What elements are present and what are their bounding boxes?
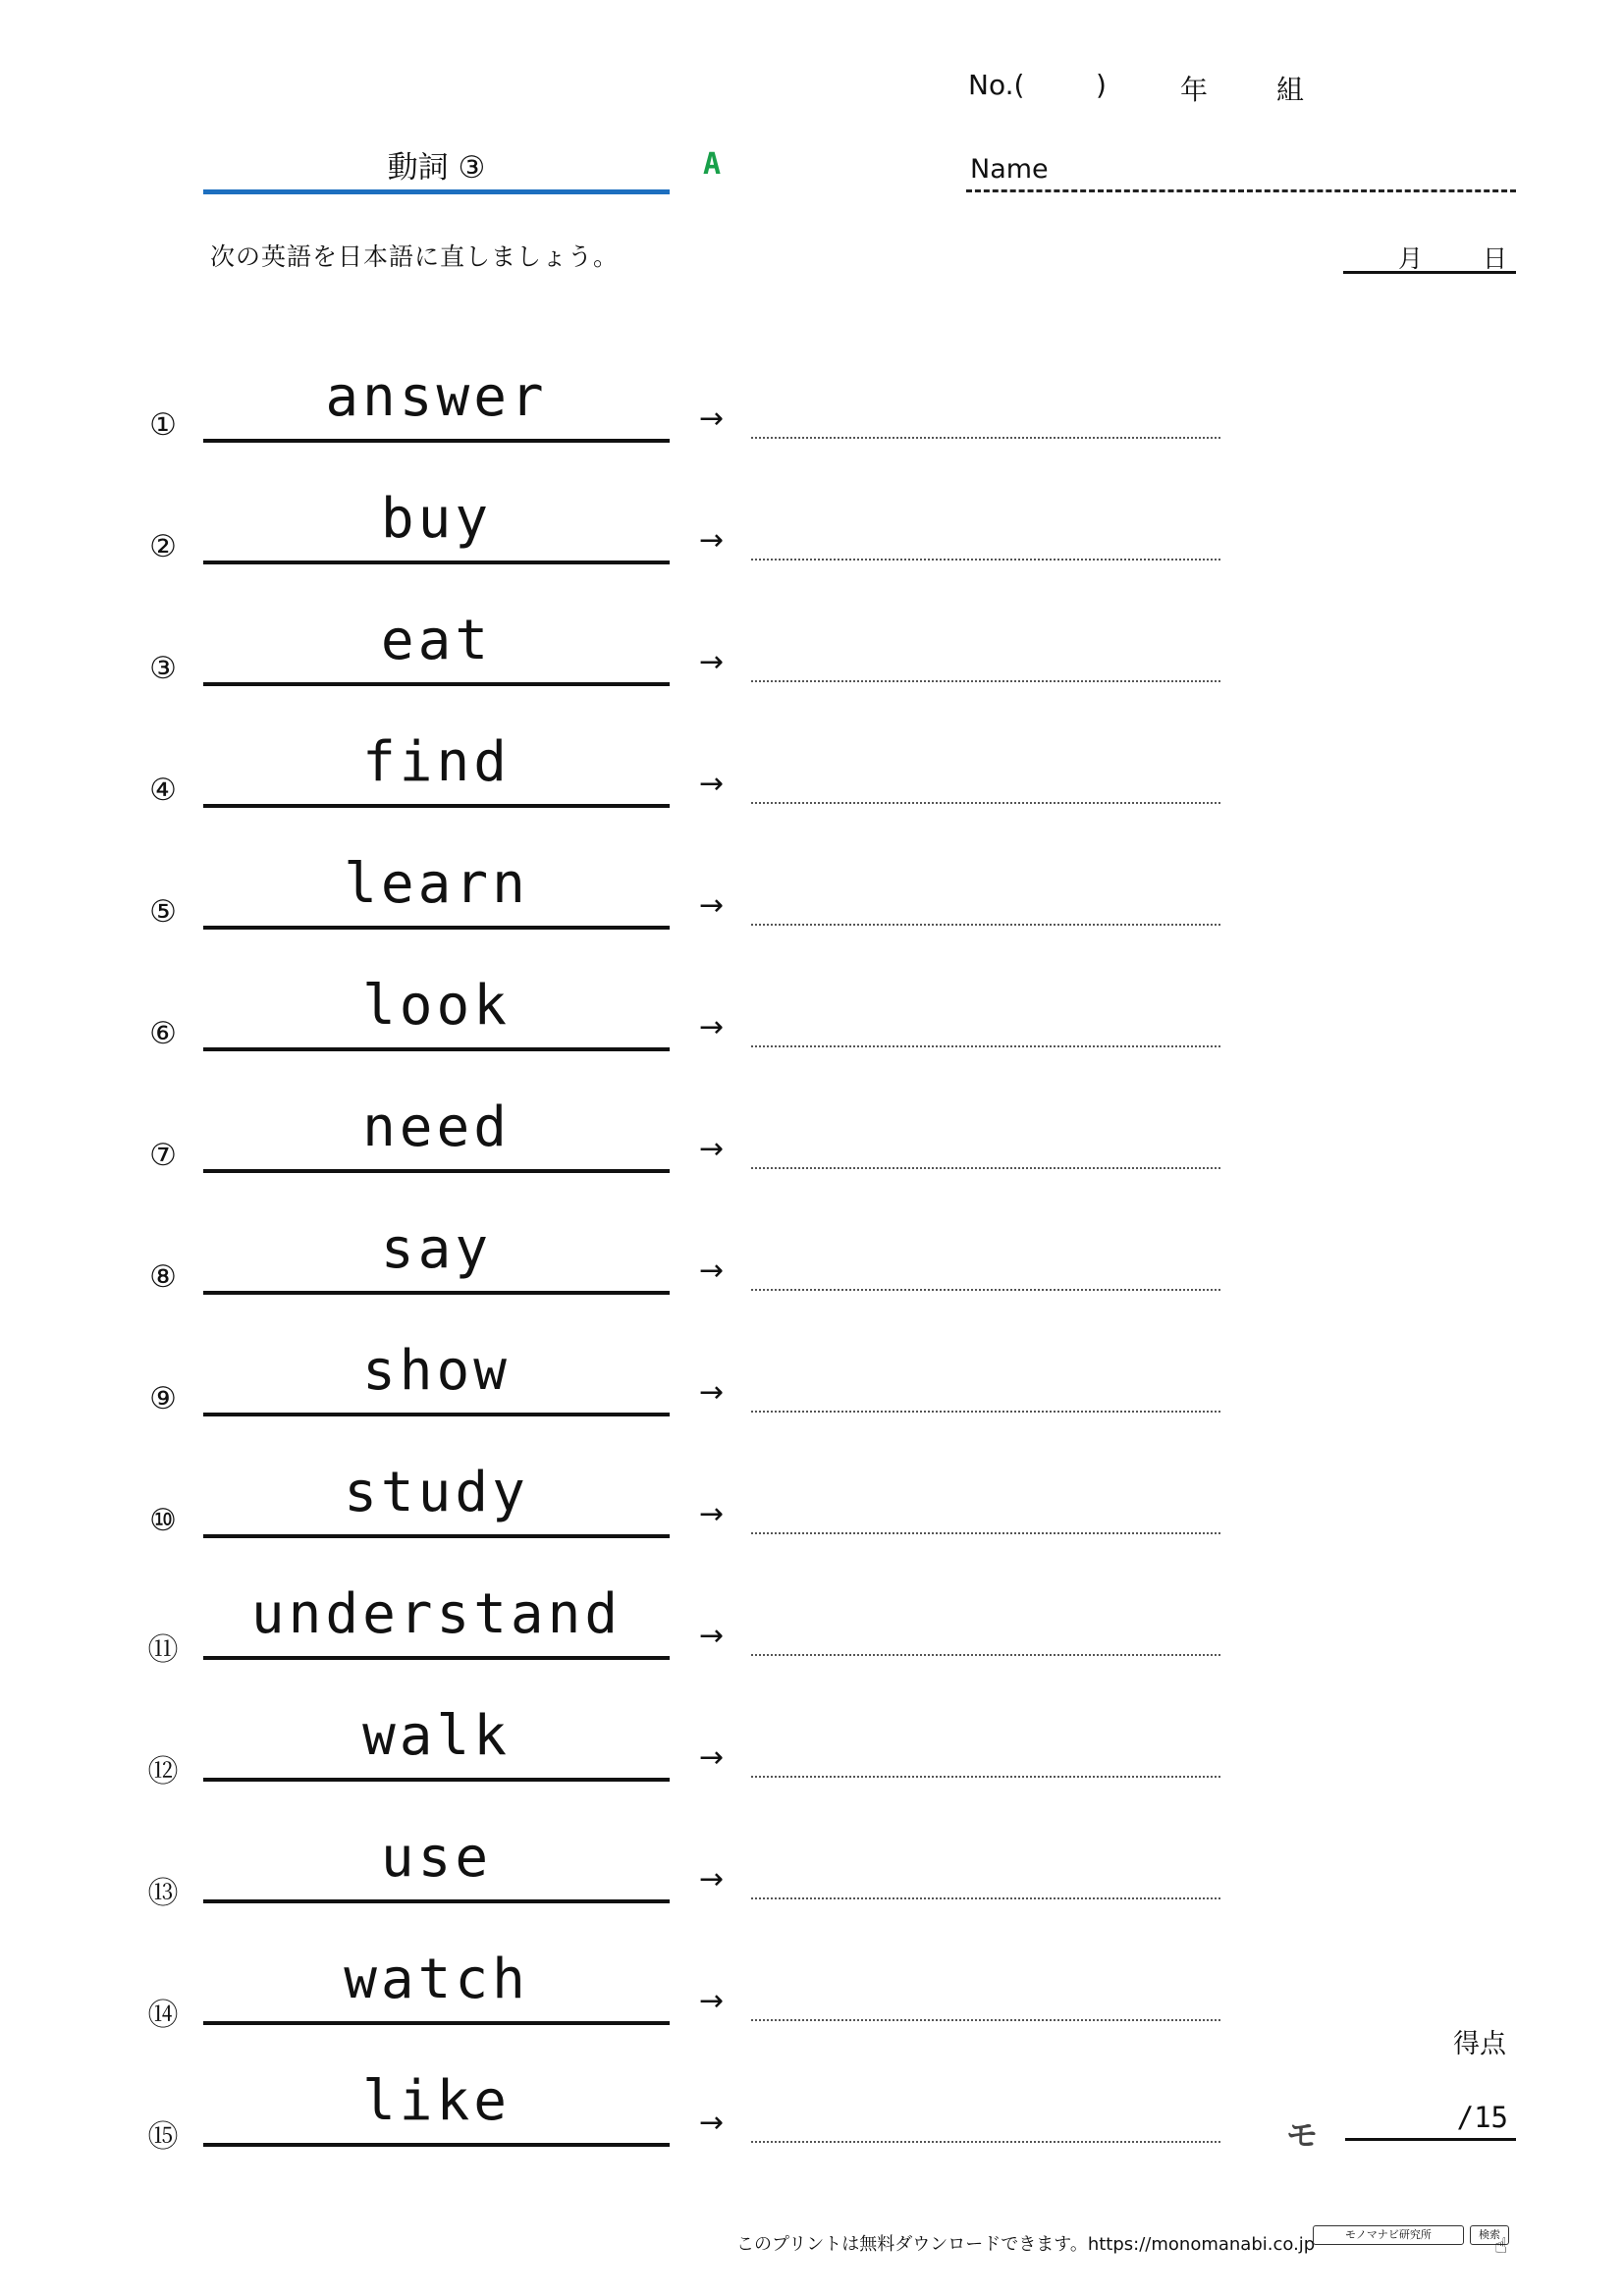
class-label: 組	[1276, 74, 1305, 106]
number-close: )	[1096, 69, 1107, 101]
student-number-line	[968, 69, 1322, 108]
answer-field[interactable]	[751, 2141, 1220, 2143]
arrow-icon: →	[699, 1619, 725, 1653]
month-label: 月	[1398, 244, 1424, 273]
arrow-icon: →	[699, 888, 725, 923]
question-number: ②	[149, 529, 177, 564]
question-number: ④	[149, 773, 177, 808]
arrow-icon: →	[699, 1010, 725, 1044]
question-row	[0, 480, 1624, 578]
monomanabi-logo-icon: モ	[1286, 2116, 1319, 2154]
english-word: eat	[380, 609, 493, 672]
search-button[interactable]: 検索	[1470, 2225, 1509, 2245]
date-field[interactable]	[1343, 236, 1516, 274]
word-underline	[203, 561, 670, 564]
title-underline	[203, 189, 670, 194]
instruction-text: 次の英語を日本語に直しましょう。	[210, 242, 620, 271]
answer-field[interactable]	[751, 1045, 1220, 1047]
question-number: ⑤	[149, 894, 177, 930]
level-badge: A	[703, 147, 722, 182]
question-row	[0, 1332, 1624, 1430]
english-word: like	[362, 2069, 511, 2133]
answer-field[interactable]	[751, 924, 1220, 926]
score-total: /15	[1456, 2101, 1508, 2134]
word-underline	[203, 1899, 670, 1903]
answer-field[interactable]	[751, 559, 1220, 561]
answer-field[interactable]	[751, 2019, 1220, 2021]
question-number: ①	[149, 407, 177, 443]
word-underline	[203, 682, 670, 686]
arrow-icon: →	[699, 1132, 725, 1166]
answer-field[interactable]	[751, 802, 1220, 804]
question-row	[0, 358, 1624, 456]
question-row	[0, 1210, 1624, 1308]
brand-search-box[interactable]: モノマナビ研究所	[1313, 2225, 1464, 2245]
english-word: use	[380, 1826, 493, 1890]
score-label: 得点	[1453, 2029, 1506, 2059]
english-word: learn	[344, 852, 529, 916]
number-label: No.(	[968, 69, 1025, 101]
answer-field[interactable]	[751, 1897, 1220, 1899]
answer-field[interactable]	[751, 680, 1220, 682]
answer-field[interactable]	[751, 1167, 1220, 1169]
question-row	[0, 1454, 1624, 1552]
name-field[interactable]	[966, 189, 1516, 192]
question-row	[0, 1697, 1624, 1795]
question-number: ⑥	[149, 1016, 177, 1051]
name-label: Name	[970, 154, 1049, 185]
english-word: watch	[344, 1948, 529, 2011]
english-word: study	[344, 1461, 529, 1524]
word-underline	[203, 804, 670, 808]
english-word: say	[380, 1217, 493, 1281]
word-underline	[203, 2021, 670, 2025]
arrow-icon: →	[699, 1862, 725, 1896]
word-underline	[203, 1047, 670, 1051]
arrow-icon: →	[699, 1375, 725, 1410]
score-field[interactable]	[1345, 2101, 1516, 2141]
footer-text: このプリントは無料ダウンロードできます。https://monomanabi.co.jp	[736, 2234, 1316, 2255]
question-row	[0, 845, 1624, 943]
english-word: find	[362, 730, 511, 794]
question-number: ⑪	[147, 1632, 179, 1668]
arrow-icon: →	[699, 1984, 725, 2018]
arrow-icon: →	[699, 523, 725, 558]
english-word: show	[362, 1339, 511, 1403]
day-label: 日	[1483, 244, 1508, 273]
question-number: ⑫	[147, 1754, 179, 1789]
question-number: ⑦	[149, 1138, 177, 1173]
word-underline	[203, 1169, 670, 1173]
arrow-icon: →	[699, 2106, 725, 2140]
question-row	[0, 967, 1624, 1065]
page-title: 動詞 ③	[387, 150, 486, 186]
english-word: walk	[362, 1704, 511, 1768]
english-word: understand	[250, 1582, 623, 1646]
question-number: ⑮	[147, 2119, 179, 2155]
question-row	[0, 1941, 1624, 2039]
word-underline	[203, 2143, 670, 2147]
arrow-icon: →	[699, 401, 725, 436]
word-underline	[203, 439, 670, 443]
english-word: need	[362, 1095, 511, 1159]
question-number: ⑭	[147, 1998, 179, 2033]
arrow-icon: →	[699, 1497, 725, 1531]
question-number: ⑧	[149, 1259, 177, 1295]
arrow-icon: →	[699, 1254, 725, 1288]
question-number: ⑬	[147, 1876, 179, 1911]
word-underline	[203, 1413, 670, 1416]
word-underline	[203, 1534, 670, 1538]
word-underline	[203, 926, 670, 930]
arrow-icon: →	[699, 767, 725, 801]
question-row	[0, 602, 1624, 700]
question-row	[0, 1089, 1624, 1187]
english-word: look	[362, 974, 511, 1038]
word-underline	[203, 1778, 670, 1782]
question-number: ⑨	[149, 1381, 177, 1416]
english-word: answer	[325, 365, 548, 429]
arrow-icon: →	[699, 1740, 725, 1775]
question-row	[0, 1575, 1624, 1674]
word-underline	[203, 1291, 670, 1295]
answer-field[interactable]	[751, 1532, 1220, 1534]
english-word: buy	[380, 487, 493, 551]
hand-pointer-icon: ☝	[1494, 2234, 1508, 2259]
answer-field[interactable]	[751, 1411, 1220, 1413]
word-underline	[203, 1656, 670, 1660]
arrow-icon: →	[699, 645, 725, 679]
year-label: 年	[1180, 74, 1209, 106]
answer-field[interactable]	[751, 437, 1220, 439]
answer-field[interactable]	[751, 1776, 1220, 1778]
question-row	[0, 1819, 1624, 1917]
question-number: ③	[149, 651, 177, 686]
answer-field[interactable]	[751, 1289, 1220, 1291]
question-number: ⑩	[149, 1503, 177, 1538]
answer-field[interactable]	[751, 1654, 1220, 1656]
question-row	[0, 723, 1624, 822]
